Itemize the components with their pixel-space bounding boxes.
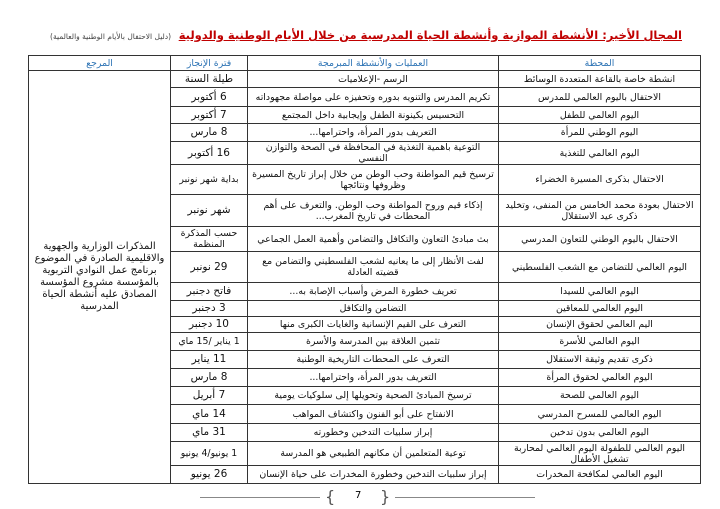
activity-cell: ترسيخ المبادئ الصحية وتحويلها إلى سلوكيات يومية: [248, 387, 499, 405]
activity-cell: تثمين العلاقة بين المدرسة والأسرة: [248, 333, 499, 351]
station-cell: اليوم الوطني للمرأة: [499, 124, 701, 142]
page-heading: [50, 28, 682, 42]
period-cell: 7 أبريل: [171, 387, 248, 405]
period-cell: 1 يناير /15 ماي: [171, 333, 248, 351]
period-cell: 11 يناير: [171, 351, 248, 369]
station-cell: ذكرى تقديم وثيقة الاستقلال: [499, 351, 701, 369]
activity-cell: التحسيس بكينونة الطفل وإيجابية داخل المجتمع: [248, 107, 499, 124]
period-cell: شهر نونبر: [171, 195, 248, 227]
period-cell: 7 أكتوبر: [171, 107, 248, 124]
activities-table: [28, 55, 701, 484]
station-cell: الاحتفال باليوم الوطني للتعاون المدرسي: [499, 227, 701, 252]
activity-cell: التعرف على المحطات التاريخية الوطنية: [248, 351, 499, 369]
activity-cell: التضامن والتكافل: [248, 301, 499, 317]
station-cell: الاحتفال باليوم العالمي للمدرس: [499, 88, 701, 107]
station-cell: الاحتفال بذكرى المسيرة الخضراء: [499, 165, 701, 195]
page-number: 7: [355, 490, 362, 501]
station-cell: اليوم العالمي للطفل: [499, 107, 701, 124]
header-reference: المرجع: [29, 56, 171, 71]
period-cell: 6 أكتوبر: [171, 88, 248, 107]
period-cell: حسب المذكرة المنظمة: [171, 227, 248, 252]
station-cell: اليوم العالمي لحقوق المرأة: [499, 369, 701, 387]
period-cell: 3 دجنبر: [171, 301, 248, 317]
station-cell: اليم العالمي لحقوق الإنسان: [499, 317, 701, 333]
station-cell: اليوم العالمي للمسرح المدرسي: [499, 405, 701, 424]
activity-cell: الرسم -الإعلاميات: [248, 71, 499, 88]
station-cell: اليوم العالمي للسيدا: [499, 283, 701, 301]
activity-cell: توعية المتعلمين أن مكانهم الطبيعي هو المدرسة: [248, 442, 499, 466]
period-cell: 8 مارس: [171, 124, 248, 142]
station-cell: اليوم العالمي للتغذية: [499, 142, 701, 165]
heading-sub: (دليل الاحتفال بالأيام الوطنية والعالمية): [50, 32, 172, 41]
station-cell: انشطة خاصة بالقاعة المتعددة الوسائط: [499, 71, 701, 88]
footer-line-right: [395, 497, 535, 498]
table-row: [29, 71, 701, 88]
activity-cell: لفت الأنظار إلى ما يعانيه لشعب الفلسطيني والتضامن مع قضيته العادلة: [248, 252, 499, 283]
activity-cell: إبراز سلبيات التدخين وخطورة المخدرات على حياة الإنسان: [248, 466, 499, 484]
activity-cell: الانفتاح على أبو الفنون واكتشاف المواهب: [248, 405, 499, 424]
activity-cell: تعريف خطورة المرض وأسباب الإصابة به...: [248, 283, 499, 301]
heading-main: المجال الأخير: الأنشطة الموازية وأنشطة الحياة المدرسية من خلال الأيام الوطنية والدولية: [178, 28, 682, 42]
station-cell: اليوم العالمي للمعاقين: [499, 301, 701, 317]
period-cell: فاتح دجنبر: [171, 283, 248, 301]
activity-cell: تكريم المدرس والتنويه بدوره وتحفيزه على مواصلة مجهوداته: [248, 88, 499, 107]
footer-brace-left: {: [325, 487, 336, 506]
activity-cell: بث مبادئ التعاون والتكافل والتضامن وأهمية العمل الجماعي: [248, 227, 499, 252]
period-cell: 29 نونبر: [171, 252, 248, 283]
page-footer: [0, 488, 720, 508]
period-cell: 26 يونيو: [171, 466, 248, 484]
activity-cell: ترسيخ قيم المواطنة وحب الوطن من خلال إبراز تاريخ المسيرة وظروفها ونتائجها: [248, 165, 499, 195]
header-station: المحطة: [499, 56, 701, 71]
station-cell: الاحتفال بعودة محمد الخامس من المنفى، وتخليد ذكرى عيد الاستقلال: [499, 195, 701, 227]
activity-cell: التوعية باهمية التغذية في المحافظة في الصحة والتوازن النفسي: [248, 142, 499, 165]
activity-cell: إبراز سلبيات التدخين وخطورته: [248, 424, 499, 442]
station-cell: اليوم العالمي للصحة: [499, 387, 701, 405]
period-cell: طيلة السنة: [171, 71, 248, 88]
station-cell: اليوم العالمي لمكافحة المخدرات: [499, 466, 701, 484]
activity-cell: التعريف بدور المرأة، واحترامها...: [248, 124, 499, 142]
period-cell: 14 ماي: [171, 405, 248, 424]
reference-cell: المذكرات الوزارية والجهوية والاقليمية الصادرة في الموضوع برنامج عمل النوادي التربوية بالمؤسسة مشروع المؤسسة المصادق عليه أنشطة الحياة المدرسية: [29, 71, 171, 484]
period-cell: بداية شهر نونبر: [171, 165, 248, 195]
header-period: فترة الإنجاز: [171, 56, 248, 71]
footer-brace-right: }: [380, 487, 391, 506]
station-cell: اليوم العالمي بدون تدخين: [499, 424, 701, 442]
period-cell: 16 أكتوبر: [171, 142, 248, 165]
station-cell: اليوم العالمي للطفولة اليوم العالمي لمحاربة تشغيل الأطفال: [499, 442, 701, 466]
activity-cell: إذكاء قيم وروح المواطنة وحب الوطن. والتعرف على أهم المحطات في تاريخ المغرب...: [248, 195, 499, 227]
period-cell: 31 ماي: [171, 424, 248, 442]
header-activities: العمليات والأنشطة المبرمجة: [248, 56, 499, 71]
activity-cell: التعرف على القيم الإنسانية والغايات الكبرى منها: [248, 317, 499, 333]
table-header-row: [29, 56, 701, 71]
activity-cell: التعريف بدور المرأة، واحترامها...: [248, 369, 499, 387]
period-cell: 8 مارس: [171, 369, 248, 387]
footer-line-left: [200, 497, 320, 498]
period-cell: 1 يونيو/4 يونيو: [171, 442, 248, 466]
period-cell: 10 دجنبر: [171, 317, 248, 333]
station-cell: اليوم العالمي للأسرة: [499, 333, 701, 351]
station-cell: اليوم العالمي للتضامن مع الشعب الفلسطيني: [499, 252, 701, 283]
